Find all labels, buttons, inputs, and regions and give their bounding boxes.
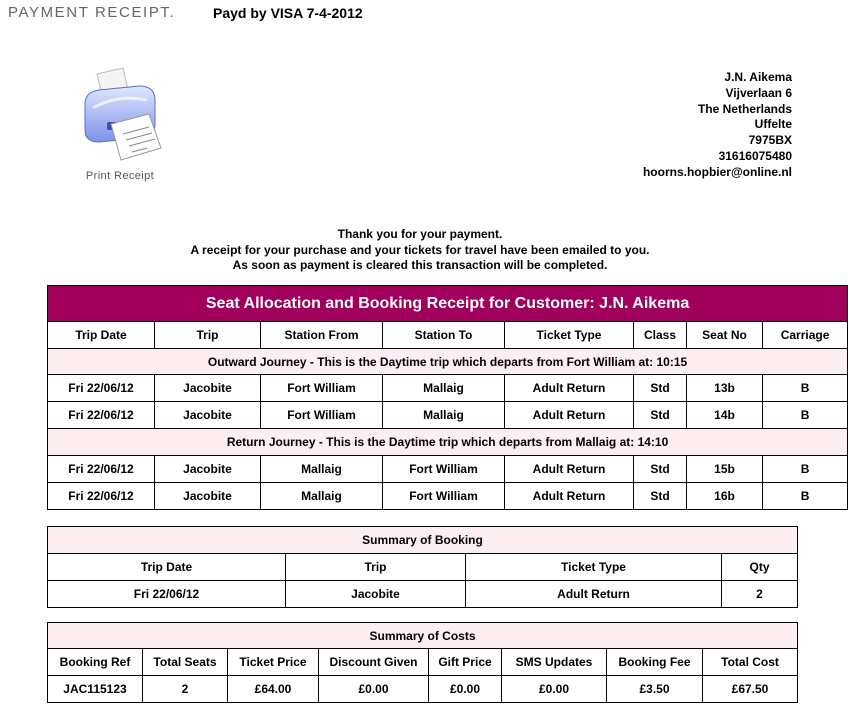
thanks-line: Thank you for your payment.	[337, 227, 503, 241]
thanks-line: A receipt for your purchase and your tickets for travel have been emailed to you.	[190, 242, 650, 257]
cell-station-from: Fort William	[261, 402, 383, 429]
column-header: Station From	[261, 322, 383, 349]
cell-ticket-type: Adult Return	[505, 456, 634, 483]
table-row	[48, 676, 798, 703]
allocation-title: Seat Allocation and Booking Receipt for Customer: J.N. Aikema	[48, 286, 848, 322]
return-journey-label: Return Journey - This is the Daytime trip which departs from Mallaig at: 14:10	[48, 429, 848, 456]
cell-ticket-type: Adult Return	[466, 581, 722, 608]
print-receipt-label[interactable]: Print Receipt	[85, 170, 155, 182]
printer-icon[interactable]	[77, 64, 163, 164]
thank-you-message	[0, 227, 840, 274]
column-header: Total Cost	[703, 649, 798, 676]
cell-ticket-type: Adult Return	[505, 483, 634, 510]
customer-street: Vijverlaan 6	[725, 85, 792, 100]
cell-trip-date: Fri 22/06/12	[48, 375, 155, 402]
column-header: Ticket Price	[228, 649, 319, 676]
cell-trip: Jacobite	[155, 456, 261, 483]
cell-trip-date: Fri 22/06/12	[48, 483, 155, 510]
cell-ticket-type: Adult Return	[505, 375, 634, 402]
column-header: Total Seats	[143, 649, 228, 676]
print-receipt-button[interactable]	[70, 64, 170, 189]
cell-qty: 2	[722, 581, 798, 608]
table-row	[48, 581, 798, 608]
cell-discount-given: £0.00	[319, 676, 429, 703]
table-row	[48, 456, 848, 483]
column-header: Gift Price	[429, 649, 502, 676]
cell-carriage: B	[763, 375, 848, 402]
customer-postcode: 7975BX	[748, 133, 792, 148]
column-header: Booking Ref	[48, 649, 143, 676]
table-row	[48, 402, 848, 429]
cell-ticket-price: £64.00	[228, 676, 319, 703]
customer-city: Uffelte	[754, 117, 792, 132]
column-header: SMS Updates	[502, 649, 607, 676]
cell-station-from: Mallaig	[261, 483, 383, 510]
column-header: Seat No	[687, 322, 763, 349]
column-header: Trip	[286, 554, 466, 581]
cell-station-from: Fort William	[261, 375, 383, 402]
cell-carriage: B	[763, 483, 848, 510]
table-row	[48, 483, 848, 510]
cell-total-seats: 2	[143, 676, 228, 703]
cell-sms-updates: £0.00	[502, 676, 607, 703]
cell-class: Std	[634, 483, 687, 510]
outward-journey-label: Outward Journey - This is the Daytime trip which departs from Fort William at: 10:15	[48, 349, 848, 375]
table-row	[48, 375, 848, 402]
column-header: Discount Given	[319, 649, 429, 676]
cell-station-to: Fort William	[383, 483, 505, 510]
cell-booking-fee: £3.50	[607, 676, 703, 703]
cell-class: Std	[634, 375, 687, 402]
cell-ticket-type: Adult Return	[505, 402, 634, 429]
cell-seat-no: 13b	[687, 375, 763, 402]
cell-trip-date: Fri 22/06/12	[48, 456, 155, 483]
page-title: PAYMENT RECEIPT.	[8, 4, 176, 21]
cell-seat-no: 16b	[687, 483, 763, 510]
cell-station-to: Mallaig	[383, 402, 505, 429]
thanks-line: As soon as payment is cleared this transaction will be completed.	[232, 258, 608, 273]
cell-station-to: Fort William	[383, 456, 505, 483]
cell-trip-date: Fri 22/06/12	[48, 581, 286, 608]
cell-carriage: B	[763, 456, 848, 483]
booking-summary-title: Summary of Booking	[48, 527, 798, 554]
column-header: Ticket Type	[505, 322, 634, 349]
column-header: Qty	[722, 554, 798, 581]
cell-gift-price: £0.00	[429, 676, 502, 703]
cell-seat-no: 15b	[687, 456, 763, 483]
cost-summary-table	[47, 622, 798, 703]
cell-trip: Jacobite	[286, 581, 466, 608]
customer-name: J.N. Aikema	[724, 70, 792, 84]
cell-trip: Jacobite	[155, 402, 261, 429]
cell-class: Std	[634, 402, 687, 429]
seat-allocation-table	[47, 285, 848, 510]
column-header: Trip Date	[48, 322, 155, 349]
column-header: Ticket Type	[466, 554, 722, 581]
cell-trip-date: Fri 22/06/12	[48, 402, 155, 429]
customer-email: hoorns.hopbier@online.nl	[642, 164, 792, 179]
column-header: Trip Date	[48, 554, 286, 581]
customer-country: The Netherlands	[697, 101, 792, 116]
column-header: Booking Fee	[607, 649, 703, 676]
cell-trip: Jacobite	[155, 483, 261, 510]
customer-phone: 31616075480	[718, 148, 792, 163]
cost-summary-title: Summary of Costs	[48, 623, 798, 649]
column-header: Carriage	[763, 322, 848, 349]
cell-carriage: B	[763, 402, 848, 429]
cell-booking-ref: JAC115123	[48, 676, 143, 703]
column-header: Station To	[383, 322, 505, 349]
cell-seat-no: 14b	[687, 402, 763, 429]
cell-class: Std	[634, 456, 687, 483]
cell-station-from: Mallaig	[261, 456, 383, 483]
booking-summary-table	[47, 526, 798, 608]
column-header: Class	[634, 322, 687, 349]
payment-note: Payd by VISA 7-4-2012	[213, 5, 363, 21]
cell-trip: Jacobite	[155, 375, 261, 402]
column-header: Trip	[155, 322, 261, 349]
customer-address	[643, 70, 792, 181]
cell-station-to: Mallaig	[383, 375, 505, 402]
cell-total-cost: £67.50	[703, 676, 798, 703]
